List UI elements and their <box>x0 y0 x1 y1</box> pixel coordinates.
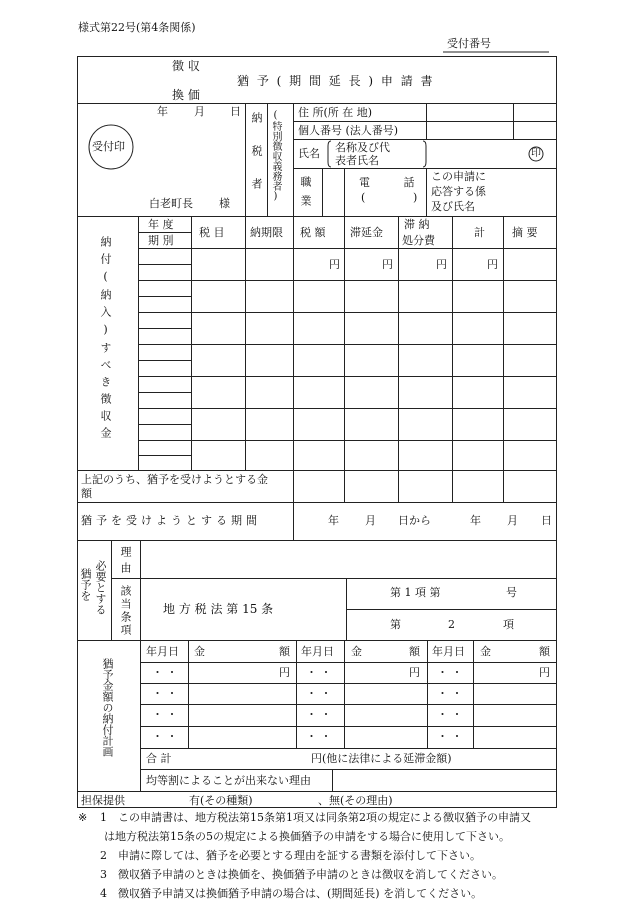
plan-yen-1: 円 <box>279 666 290 679</box>
law-text: 地 方 税 法 第 15 条 <box>163 602 274 616</box>
taxpayer-sublabel: (特別徴収義務者) <box>270 110 281 202</box>
date-year: 年 <box>157 105 168 118</box>
plan-amount-header-1b: 額 <box>279 645 290 658</box>
yen-total: 円 <box>487 258 498 271</box>
equal-installment-label: 均等割によることが出来ない理由 <box>146 774 311 787</box>
addressee-honorific: 様 <box>219 197 230 210</box>
clause-1-b: 号 <box>506 586 517 599</box>
note-text-1: この申請書は、地方税法第15条第1項又は同条第2項の規定による徴収猶予の申請又 <box>118 811 531 824</box>
date-month: 月 <box>194 105 205 118</box>
name-sub2: 表者氏名 <box>335 154 379 167</box>
addressee: 白老町長 <box>149 197 193 210</box>
title-main: 猶 予 ( 期 間 延 長 ) 申 請 書 <box>237 74 435 88</box>
note-num-2: 2 <box>100 849 107 862</box>
title-collection: 徴 収 <box>172 59 200 73</box>
plan-amount-header-2b: 額 <box>409 645 420 658</box>
plan-amount-header-3b: 額 <box>539 645 550 658</box>
plan-dots: ・ ・ <box>437 666 463 679</box>
plan-total-label: 合 計 <box>146 752 172 765</box>
taxpayer-label: 納税者 <box>250 112 263 211</box>
header-delinquency: 滞延金 <box>350 226 383 239</box>
tax-side-label: 納付(納入)すべき徴収金 <box>99 236 112 444</box>
occupation-label: 職業 <box>299 176 312 214</box>
plan-yen-3: 円 <box>539 666 550 679</box>
period-start-month: 月 <box>365 514 376 527</box>
period-start-year: 年 <box>328 514 339 527</box>
plan-dots: ・ ・ <box>152 666 178 679</box>
collateral-label: 担保提供 <box>81 794 125 807</box>
notes-marker: ※ <box>78 811 88 824</box>
header-tax-item: 税 目 <box>199 226 225 239</box>
plan-yen-2: 円 <box>409 666 420 679</box>
note-num-1: 1 <box>100 811 107 824</box>
collateral-yes: 有(その種類) <box>189 794 253 807</box>
plan-amount-header-2a: 金 <box>351 645 362 658</box>
clause-2-b: 2 <box>448 618 455 631</box>
clause-2-a: 第 <box>390 618 401 631</box>
plan-date-header-2: 年月日 <box>301 645 334 658</box>
form-number: 様式第22号(第4条関係) <box>78 21 196 34</box>
plan-date-header-1: 年月日 <box>146 645 179 658</box>
plan-dots: ・ ・ <box>306 666 332 679</box>
plan-dots: ・ ・ <box>152 708 178 721</box>
plan-amount-header-1a: 金 <box>194 645 205 658</box>
name-sub1: 名称及び代 <box>335 141 390 154</box>
address-label: 住 所(所 在 地) <box>298 106 373 119</box>
period-end-year: 年 <box>470 514 481 527</box>
header-fiscal-year: 年 度 <box>148 218 174 231</box>
phone-label: 電 話 <box>359 176 415 189</box>
plan-dots: ・ ・ <box>437 708 463 721</box>
deferral-amount-label-2: 額 <box>81 487 92 500</box>
plan-side-label: 猶予金額の納付計画 <box>101 658 114 757</box>
period-end-month: 月 <box>507 514 518 527</box>
collateral-no: 、無(その理由) <box>318 794 393 807</box>
header-deadline: 納期限 <box>250 226 283 239</box>
period-end-day: 日 <box>541 514 552 527</box>
yen-delinquency: 円 <box>382 258 393 271</box>
contact-line2: 応答する係 <box>431 185 486 198</box>
header-total: 計 <box>474 226 485 239</box>
plan-dots: ・ ・ <box>306 730 332 743</box>
contact-line1: この申請に <box>431 170 486 183</box>
reason-side-label-1: 猶予を <box>79 568 92 601</box>
plan-dots: ・ ・ <box>152 687 178 700</box>
date-day: 日 <box>230 105 241 118</box>
header-disposal-top: 滞 納 <box>404 218 430 231</box>
note-num-4: 4 <box>100 887 107 900</box>
note-text-3: 徴収猶予申請のときは換価を、換価猶予申請のときは徴収を消してください。 <box>118 868 503 881</box>
reason-side-label-2: 必要とする <box>94 560 107 615</box>
name-label: 氏名 <box>298 147 320 160</box>
contact-line3: 及び氏名 <box>431 200 475 213</box>
receipt-stamp: 受付印 <box>92 140 125 153</box>
phone-paren-open: ( <box>361 191 366 204</box>
plan-dots: ・ ・ <box>306 708 332 721</box>
note-text-1-cont: は地方税法第15条の5の規定による換価猶予の申請をする場合に使用して下さい。 <box>104 830 510 843</box>
plan-dots: ・ ・ <box>152 730 178 743</box>
header-period: 期 別 <box>148 234 174 247</box>
yen-disposal: 円 <box>436 258 447 271</box>
plan-date-header-3: 年月日 <box>432 645 465 658</box>
plan-dots: ・ ・ <box>437 730 463 743</box>
clause-2-c: 項 <box>503 618 514 631</box>
deferral-amount-label-1: 上記のうち、猶予を受けようとする金 <box>81 473 268 486</box>
seal-mark: 印 <box>531 148 541 159</box>
title-realization: 換 価 <box>172 88 200 102</box>
header-disposal-bottom: 処分費 <box>402 234 435 247</box>
note-text-4: 徴収猶予申請又は換価猶予申請の場合は、(期間延長) を消してください。 <box>118 887 483 900</box>
clause-1-a: 第 1 項 第 <box>390 586 441 599</box>
header-tax-amount: 税 額 <box>300 226 326 239</box>
reason-label: 理由 <box>119 546 132 578</box>
plan-total-suffix: 円(他に法律による延滞金額) <box>311 752 452 765</box>
plan-dots: ・ ・ <box>306 687 332 700</box>
header-remarks: 摘 要 <box>512 226 538 239</box>
plan-amount-header-3a: 金 <box>480 645 491 658</box>
receipt-number-label: 受付番号 <box>447 37 491 50</box>
note-num-3: 3 <box>100 868 107 881</box>
note-text-2: 申請に際しては、猶予を必要とする理由を証する書類を添付して下さい。 <box>118 849 481 862</box>
phone-paren-close: ) <box>413 191 418 204</box>
deferral-period-label: 猶予を受けようとする期間 <box>81 514 261 527</box>
yen-tax: 円 <box>329 258 340 271</box>
plan-dots: ・ ・ <box>437 687 463 700</box>
period-start-day: 日から <box>398 514 431 527</box>
article-label: 該当条項 <box>119 585 132 637</box>
personal-number-label: 個人番号 (法人番号) <box>298 124 399 137</box>
